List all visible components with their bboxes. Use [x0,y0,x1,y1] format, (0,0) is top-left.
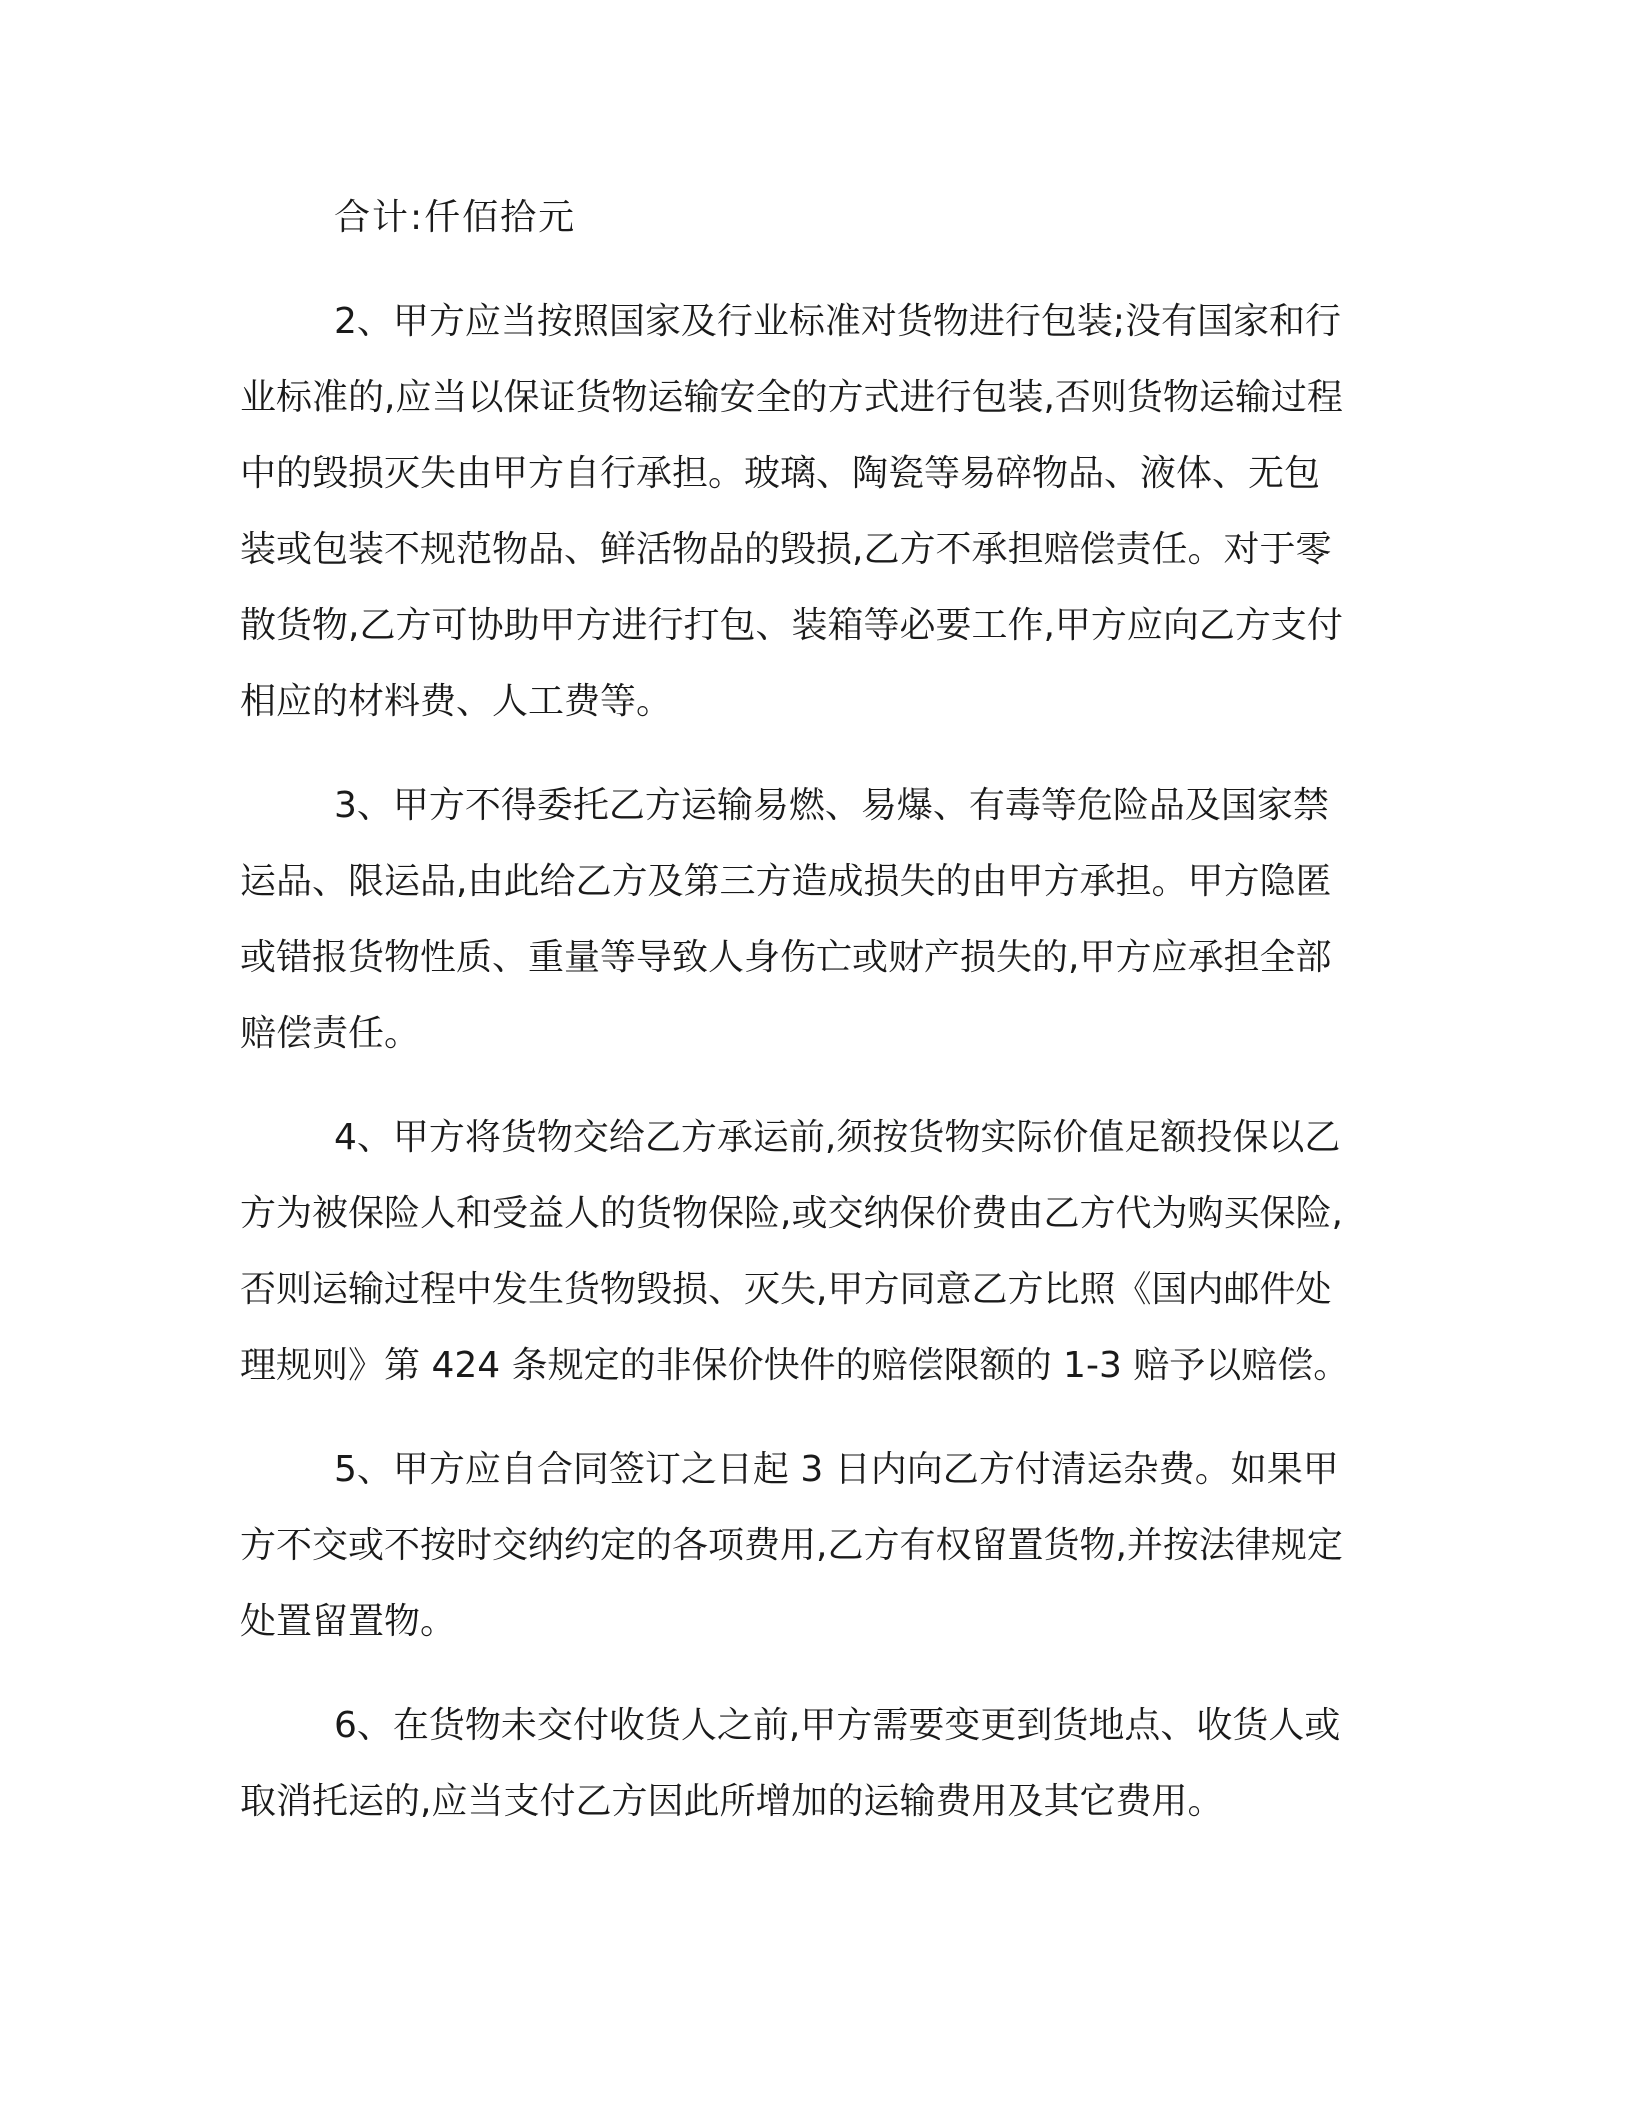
clause-2-line-5: 散货物,乙方可协助甲方进行打包、装箱等必要工作,甲方应向乙方支付 [240,605,1343,646]
clause-4-line-2: 方为被保险人和受益人的货物保险,或交纳保价费由乙方代为购买保险, [240,1193,1343,1234]
clause-2-line-2: 业标准的,应当以保证货物运输安全的方式进行包装,否则货物运输过程 [240,377,1343,418]
clause-2-line-1: 2、甲方应当按照国家及行业标准对货物进行包装;没有国家和行 [334,301,1342,342]
clause-5-line-3: 处置留置物。 [240,1601,457,1642]
total-amount-line: 合计:仟佰拾元 [334,197,577,238]
clause-6-line-2: 取消托运的,应当支付乙方因此所增加的运输费用及其它费用。 [240,1781,1224,1822]
clause-4-line-1: 4、甲方将货物交给乙方承运前,须按货物实际价值足额投保以乙 [334,1117,1341,1158]
clause-5-line-1: 5、甲方应自合同签订之日起 3 日内向乙方付清运杂费。如果甲 [334,1449,1339,1490]
clause-6-line-1: 6、在货物未交付收货人之前,甲方需要变更到货地点、收货人或 [334,1705,1341,1746]
clause-3-line-2: 运品、限运品,由此给乙方及第三方造成损失的由甲方承担。甲方隐匿 [240,861,1332,902]
clause-2-line-4: 装或包装不规范物品、鲜活物品的毁损,乙方不承担赔偿责任。对于零 [240,529,1332,570]
clause-3-line-4: 赔偿责任。 [240,1013,421,1054]
clause-5-line-2: 方不交或不按时交纳约定的各项费用,乙方有权留置货物,并按法律规定 [240,1525,1343,1566]
clause-4-line-3: 否则运输过程中发生货物毁损、灭失,甲方同意乙方比照《国内邮件处 [240,1269,1332,1310]
clause-3-line-3: 或错报货物性质、重量等导致人身伤亡或财产损失的,甲方应承担全部 [240,937,1332,978]
clause-2-line-3: 中的毁损灭失由甲方自行承担。玻璃、陶瓷等易碎物品、液体、无包 [240,453,1321,494]
clause-2-line-6: 相应的材料费、人工费等。 [240,681,673,722]
clause-3-line-1: 3、甲方不得委托乙方运输易燃、易爆、有毒等危险品及国家禁 [334,785,1329,826]
clause-4-line-4: 理规则》第 424 条规定的非保价快件的赔偿限额的 1-3 赔予以赔偿。 [240,1345,1350,1386]
